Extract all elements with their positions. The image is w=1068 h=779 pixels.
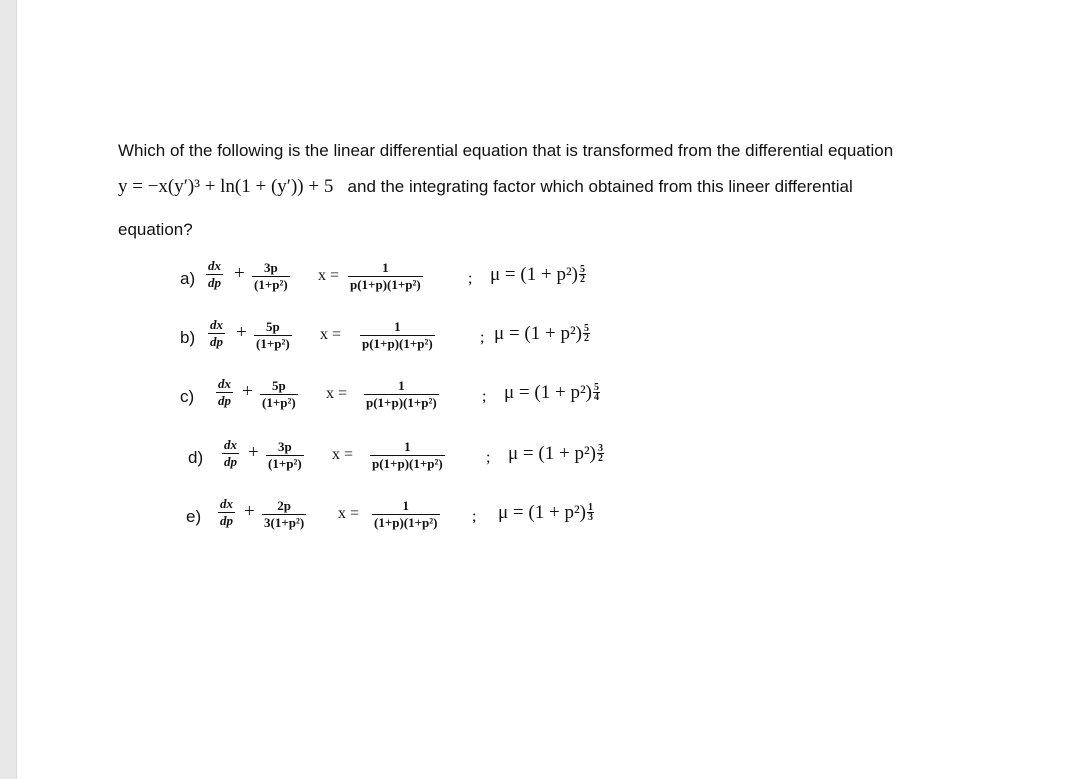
coefficient-fraction: $\frac{5p}{\text{(1+p²)}}$ [262, 378, 296, 410]
derivative-fraction: $\frac{dx}{dp}$ [220, 496, 233, 528]
exponent: $\frac{1}{3}$ [587, 502, 593, 523]
x-equals: x = [338, 505, 360, 522]
plus-sign: + [234, 263, 245, 284]
derivative-fraction: $\frac{dx}{dp}$ [224, 437, 237, 469]
option-label: a) [180, 269, 196, 288]
semicolon: ; [486, 449, 491, 466]
derivative-fraction: $\frac{dx}{dp}$ [208, 258, 221, 290]
integrating-factor: μ = (1 + p²) $\frac{5}{2}$ [494, 323, 589, 344]
plus-sign: + [248, 442, 259, 463]
question-line-2 [118, 176, 853, 198]
derivative-fraction: $\frac{dx}{dp}$ [218, 376, 231, 408]
rhs-fraction: $\frac{1}{\text{p(1+p)(1+p²)}}$ [362, 319, 433, 351]
coefficient-fraction: $\frac{3p}{\text{(1+p²)}}$ [268, 439, 302, 471]
x-equals: x = [318, 267, 340, 284]
semicolon: ; [472, 508, 477, 525]
integrating-factor: μ = (1 + p²) $\frac{1}{3}$ [498, 502, 593, 523]
exponent: $\frac{5}{4}$ [593, 382, 599, 403]
rhs-fraction: $\frac{1}{\text{p(1+p)(1+p²)}}$ [350, 260, 421, 292]
exponent: $\frac{5}{2}$ [583, 323, 589, 344]
x-equals: x = [332, 446, 354, 463]
semicolon: ; [482, 388, 487, 405]
coefficient-fraction: $\frac{2p}{\text{3(1+p²)}}$ [264, 498, 305, 530]
integrating-factor: μ = (1 + p²) $\frac{5}{4}$ [504, 382, 599, 403]
exponent: $\frac{5}{2}$ [579, 264, 585, 285]
plus-sign: + [242, 381, 253, 402]
plus-sign: + [236, 322, 247, 343]
derivative-fraction: $\frac{dx}{dp}$ [210, 317, 223, 349]
coefficient-fraction: $\frac{5p}{\text{(1+p²)}}$ [256, 319, 290, 351]
x-equals: x = [326, 385, 348, 402]
plus-sign: + [244, 501, 255, 522]
coefficient-fraction: $\frac{3p}{\text{(1+p²)}}$ [254, 260, 288, 292]
exponent: $\frac{3}{2}$ [597, 443, 603, 464]
semicolon: ; [468, 270, 473, 287]
question-line-2-text: and the integrating factor which obtained from this lineer differential [347, 177, 853, 196]
rhs-fraction: $\frac{1}{\text{p(1+p)(1+p²)}}$ [366, 378, 437, 410]
semicolon: ; [480, 329, 485, 346]
left-edge-divider [16, 0, 17, 779]
question-line-3: equation? [118, 220, 193, 239]
question-equation: y = −x(y′)³ + ln(1 + (y′)) + 5 [118, 176, 334, 197]
option-label: b) [180, 328, 196, 347]
rhs-fraction: $\frac{1}{\text{(1+p)(1+p²)}}$ [374, 498, 438, 530]
question-line-1: Which of the following is the linear differential equation that is transformed from the differential equation [118, 141, 894, 160]
x-equals: x = [320, 326, 342, 343]
integrating-factor: μ = (1 + p²) $\frac{3}{2}$ [508, 443, 603, 464]
rhs-fraction: $\frac{1}{\text{p(1+p)(1+p²)}}$ [372, 439, 443, 471]
option-label: c) [180, 387, 195, 406]
option-label: d) [188, 448, 204, 467]
integrating-factor: μ = (1 + p²) $\frac{5}{2}$ [490, 264, 585, 285]
option-label: e) [186, 507, 202, 526]
left-gutter [0, 0, 16, 779]
